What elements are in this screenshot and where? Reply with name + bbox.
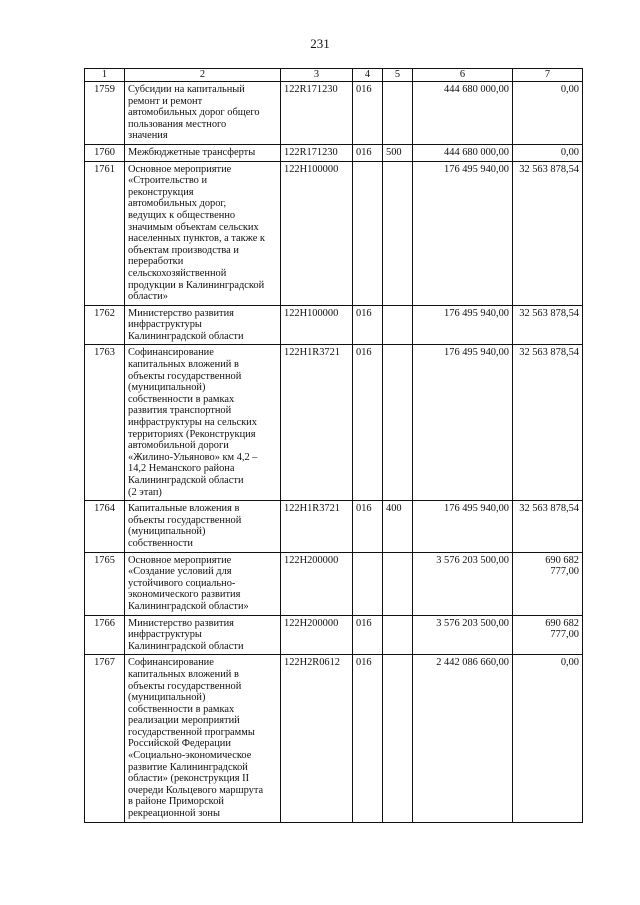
row-code — [281, 345, 353, 501]
row-name — [125, 82, 281, 145]
row-name-text: Субсидии на капитальный ремонт и ремонт автомобильных дорог общего пользования местного значения — [128, 84, 260, 142]
row-name — [125, 501, 281, 552]
table-row — [85, 552, 583, 615]
row-name — [125, 305, 281, 345]
header-col-1: 1 — [85, 69, 125, 82]
row-amount-1-text: 3 576 203 500,00 — [436, 554, 509, 566]
row-expense-type-text: 400 — [386, 503, 402, 515]
row-admin-code-text: 016 — [356, 146, 372, 158]
row-code — [281, 501, 353, 552]
row-number-text: 1762 — [94, 307, 115, 319]
row-amount-2-text: 32 563 878,54 — [519, 307, 579, 319]
row-admin-code-text: 016 — [356, 657, 372, 669]
row-amount-2-text: 0,00 — [560, 84, 579, 95]
header-col-3: 3 — [281, 69, 353, 82]
row-amount-2 — [513, 552, 583, 615]
row-number — [85, 82, 125, 145]
table-row — [85, 655, 583, 822]
row-expense-type — [383, 305, 413, 345]
table-row — [85, 345, 583, 501]
row-admin-code — [353, 305, 383, 345]
row-amount-2 — [513, 501, 583, 552]
row-admin-code-text: 016 — [356, 617, 372, 629]
row-amount-1-text: 176 495 940,00 — [444, 503, 509, 515]
row-amount-1-text: 3 576 203 500,00 — [436, 617, 509, 629]
row-code — [281, 161, 353, 305]
header-col-6: 6 — [413, 69, 513, 82]
row-admin-code — [353, 345, 383, 501]
header-col-2: 2 — [125, 69, 281, 82]
row-code-text: 122R171230 — [284, 146, 338, 158]
row-admin-code — [353, 655, 383, 822]
row-code-text: 122H200000 — [284, 617, 339, 629]
row-amount-1 — [413, 615, 513, 655]
row-amount-1-text: 444 680 000,00 — [444, 84, 509, 95]
row-code-text: 122H200000 — [284, 554, 339, 566]
table-row — [85, 305, 583, 345]
row-name-text: Основное мероприятие «Строительство и реконструкция автомобильных дорог, ведущих к общественно значимым объектам сельских населенных пунктов, а также к объектам производства и переработки сельскохозяйственной продукции в Калининградской области» — [128, 163, 265, 303]
row-name — [125, 345, 281, 501]
row-number — [85, 161, 125, 305]
row-expense-type-text: 500 — [386, 146, 402, 158]
row-admin-code-text: 016 — [356, 84, 372, 95]
row-amount-1-text: 176 495 940,00 — [444, 347, 509, 359]
row-number-text: 1764 — [94, 503, 115, 515]
table-row — [85, 501, 583, 552]
table-body — [85, 82, 583, 823]
row-number-text: 1765 — [94, 554, 115, 566]
row-admin-code — [353, 161, 383, 305]
row-expense-type — [383, 615, 413, 655]
row-name-text: Капитальные вложения в объекты государственной (муниципальной) собственности — [128, 503, 242, 549]
row-name-text: Софинансирование капитальных вложений в объекты государственной (муниципальной) собственности в рамках развития транспортной инфраструктуры на сельских территориях (Реконструкция автомобильной дороги «Жилино-Ульяново» км 4,2 – 14,2 Неманского района Калининградской области (2 этап) — [128, 347, 258, 498]
page-number: 231 — [310, 36, 330, 51]
row-amount-1 — [413, 161, 513, 305]
row-amount-2-text: 0,00 — [560, 657, 579, 669]
row-name-text: Основное мероприятие «Создание условий для устойчивого социально- экономического развития Калининградской области» — [128, 554, 249, 612]
header-col-4: 4 — [353, 69, 383, 82]
row-amount-2-text: 32 563 878,54 — [519, 347, 579, 359]
row-name-text: Софинансирование капитальных вложений в объекты государственной (муниципальной) собственности в рамках реализации мероприятий государственной программы Российской Федерации «Социально-экономическое развитие Калининградской области» (реконструкция II очереди Кольцевого маршрута в районе Приморской рекреационной зоны — [128, 657, 264, 820]
row-number-text: 1763 — [94, 347, 115, 359]
row-amount-1-text: 176 495 940,00 — [444, 307, 509, 319]
row-amount-2 — [513, 615, 583, 655]
row-amount-1 — [413, 82, 513, 145]
row-amount-1 — [413, 655, 513, 822]
row-expense-type — [383, 82, 413, 145]
table-row — [85, 82, 583, 145]
row-number-text: 1760 — [94, 146, 115, 158]
row-admin-code — [353, 82, 383, 145]
row-amount-1 — [413, 552, 513, 615]
row-name-text: Министерство развития инфраструктуры Калининградской области — [128, 307, 244, 342]
table-row — [85, 144, 583, 161]
row-code — [281, 144, 353, 161]
row-number-text: 1767 — [94, 657, 115, 669]
row-code-text: 122H1R3721 — [284, 503, 340, 515]
row-number-text: 1766 — [94, 617, 115, 629]
row-number — [85, 615, 125, 655]
row-number-text: 1759 — [94, 84, 115, 95]
row-amount-1 — [413, 501, 513, 552]
row-number — [85, 501, 125, 552]
budget-table — [84, 68, 583, 823]
table-row — [85, 161, 583, 305]
row-name — [125, 161, 281, 305]
row-expense-type — [383, 345, 413, 501]
row-expense-type — [383, 161, 413, 305]
row-amount-1-text: 176 495 940,00 — [444, 163, 509, 175]
row-amount-1 — [413, 305, 513, 345]
row-number — [85, 552, 125, 615]
row-code — [281, 552, 353, 615]
row-number — [85, 345, 125, 501]
row-amount-1-text: 444 680 000,00 — [444, 146, 509, 158]
row-number — [85, 655, 125, 822]
row-amount-2 — [513, 161, 583, 305]
row-code-text: 122H100000 — [284, 307, 339, 319]
row-code-text: 122H1R3721 — [284, 347, 340, 359]
row-expense-type — [383, 501, 413, 552]
row-admin-code-text: 016 — [356, 347, 372, 359]
row-code — [281, 655, 353, 822]
header-col-5: 5 — [383, 69, 413, 82]
row-amount-2 — [513, 82, 583, 145]
row-admin-code — [353, 144, 383, 161]
row-amount-1-text: 2 442 086 660,00 — [436, 657, 509, 669]
row-name-text: Межбюджетные трансферты — [128, 146, 256, 158]
table-row — [85, 615, 583, 655]
row-code-text: 122R171230 — [284, 84, 338, 95]
row-name-text: Министерство развития инфраструктуры Калининградской области — [128, 617, 244, 652]
row-code — [281, 305, 353, 345]
row-name — [125, 615, 281, 655]
row-name — [125, 655, 281, 822]
table-header-row — [85, 69, 583, 82]
row-amount-2-text: 0,00 — [560, 146, 579, 158]
row-expense-type — [383, 144, 413, 161]
row-number — [85, 144, 125, 161]
row-amount-2-text: 32 563 878,54 — [519, 503, 579, 515]
row-amount-2 — [513, 144, 583, 161]
row-amount-2-text: 690 682 777,00 — [545, 554, 579, 578]
row-amount-2 — [513, 345, 583, 501]
row-admin-code — [353, 501, 383, 552]
row-amount-2 — [513, 655, 583, 822]
row-admin-code — [353, 552, 383, 615]
row-amount-2 — [513, 305, 583, 345]
row-amount-1 — [413, 144, 513, 161]
row-number-text: 1761 — [94, 163, 115, 175]
row-code — [281, 82, 353, 145]
row-amount-1 — [413, 345, 513, 501]
row-code — [281, 615, 353, 655]
row-code-text: 122H2R0612 — [284, 657, 340, 669]
row-number — [85, 305, 125, 345]
header-col-7: 7 — [513, 69, 583, 82]
row-amount-2-text: 690 682 777,00 — [545, 617, 579, 641]
row-admin-code-text: 016 — [356, 307, 372, 319]
row-admin-code-text: 016 — [356, 503, 372, 515]
row-code-text: 122H100000 — [284, 163, 339, 175]
row-name — [125, 144, 281, 161]
row-expense-type — [383, 552, 413, 615]
row-amount-2-text: 32 563 878,54 — [519, 163, 579, 175]
row-admin-code — [353, 615, 383, 655]
row-name — [125, 552, 281, 615]
row-expense-type — [383, 655, 413, 822]
